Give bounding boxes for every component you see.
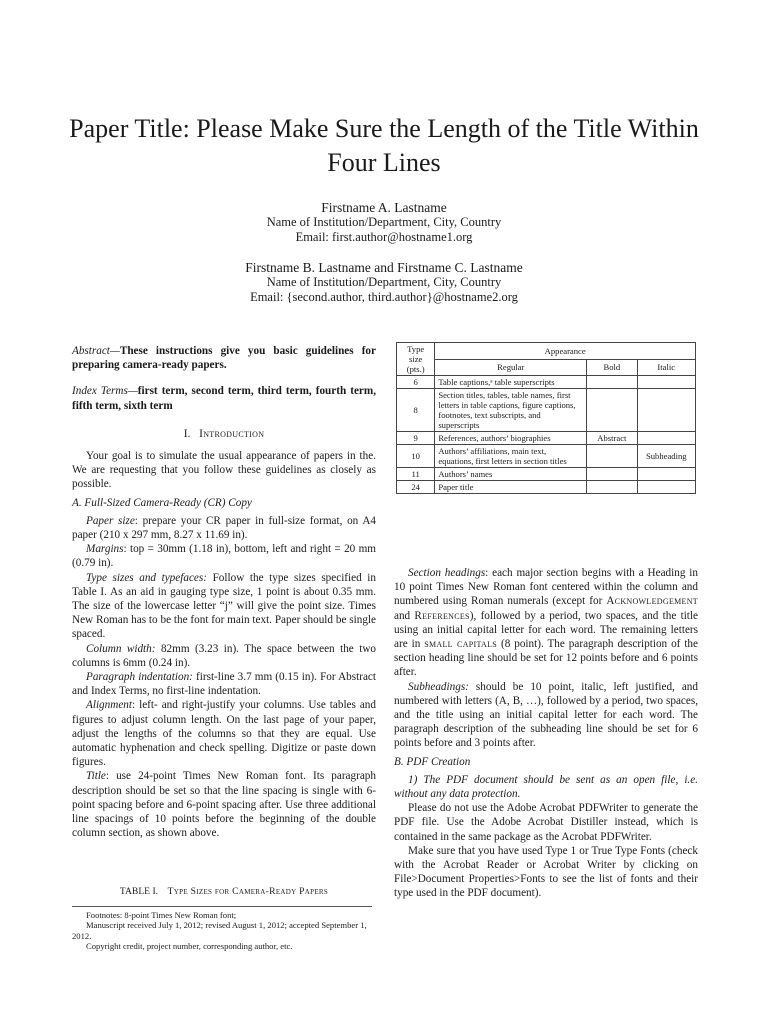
left-column (72, 344, 376, 841)
right-column (394, 566, 698, 901)
table-caption-number: TABLE I. (119, 886, 159, 897)
cell-bold (587, 389, 637, 432)
abstract (72, 344, 376, 372)
cell-italic (637, 432, 695, 445)
author-block-2 (100, 260, 668, 305)
abstract-label: Abstract— (72, 345, 120, 357)
header-regular: Regular (435, 359, 587, 376)
paragraph-indentation-paragraph (72, 670, 376, 698)
cell-bold (587, 376, 637, 389)
cell-regular: References, authors’ biographies (435, 432, 587, 445)
index-terms (72, 384, 376, 412)
alignment-text: : left- and right-justify your columns. Use tables and figures to adjust column length. On the last page of your paper, adjust the lengths of the columns so that they are equal. Use automatic hyphenation and check spelling. Digitize or paste down figures. (72, 699, 376, 769)
header-type-size: Type size (pts.) (397, 343, 435, 376)
table-header-row (397, 343, 696, 360)
cell-regular: Paper title (435, 481, 587, 494)
cell-italic (637, 481, 695, 494)
text-run: : each major section begins with a Heading in 10 point Times New Roman font centered within the column and numbered using Roman numerals (except for (394, 567, 698, 608)
section-heading-introduction (72, 427, 376, 441)
type-sizes-text: Follow the type sizes specified in Table I. As an aid in gauging type size, 1 point is about 0.35 mm. The size of the lowercase letter “j” will give the point size. Times New Roman has to be the font for main text. Paper should be single spaced. (72, 571, 376, 641)
margins-label: Margins (86, 543, 124, 556)
footnote: Copyright credit, project number, corresponding author, etc. (86, 941, 293, 952)
type-sizes-paragraph (72, 571, 376, 642)
cell-italic: Subheading (637, 445, 695, 468)
text-run: and (394, 609, 415, 622)
cell-bold (587, 481, 637, 494)
cell-size: 9 (397, 432, 435, 445)
footnote: Footnotes: 8-point Times New Roman font; (86, 910, 237, 920)
header-italic: Italic (637, 359, 695, 376)
type-sizes-label: Type sizes and typefaces: (86, 571, 207, 584)
cell-italic (637, 376, 695, 389)
references-term: References (414, 609, 470, 622)
cell-size: 8 (397, 389, 435, 432)
alignment-paragraph (72, 698, 376, 769)
author-block-1 (100, 200, 668, 245)
cell-size: 6 (397, 376, 435, 389)
table-row (397, 445, 696, 468)
cell-size: 24 (397, 481, 435, 494)
author-name: Firstname B. Lastname and Firstname C. Lastname (245, 260, 523, 275)
small-capitals-term: small capitals (424, 638, 498, 651)
title-text: : use 24-point Times New Roman font. Its paragraph description should be set so that the line spacing is single with 6-point spacing before and 6-point spacing after. Use three additional line spacings of 10 points before the beginning of the double column section, as shown above. (72, 770, 376, 840)
header-appearance: Appearance (435, 343, 696, 360)
text-run: ), followed by a period, two spaces, and the title using an initial capital letter for each word. The remaining letters are in (394, 609, 698, 651)
paragraph-indentation-text: first-line 3.7 mm (0.15 in). For Abstract and Index Terms, no first-line indentation. (72, 671, 377, 698)
section-headings-paragraph (394, 566, 698, 680)
paper-size-text: : prepare your CR paper in full-size format, on A4 paper (210 x 297 mm, 8.27 x 11.69 in). (72, 514, 376, 542)
table-row (397, 432, 696, 445)
cell-italic (637, 389, 695, 432)
title-label: Title (86, 770, 106, 783)
paragraph-indentation-label: Paragraph indentation: (86, 671, 193, 684)
cell-size: 10 (397, 445, 435, 468)
cell-bold (587, 445, 637, 468)
pdf-list-item: 1) The PDF document should be sent as an open file, i.e. without any data protection. (394, 773, 698, 801)
cell-italic (637, 468, 695, 481)
margins-text: : top = 30mm (1.18 in), bottom, left and right = 20 mm (0.79 in). (72, 543, 376, 570)
subheading-a: A. Full-Sized Camera-Ready (CR) Copy (72, 496, 252, 509)
cell-regular: Authors’ names (435, 468, 587, 481)
table-caption-title: Type Sizes for Camera-Ready Papers (167, 886, 329, 897)
paper-size-label: Paper size (86, 514, 135, 527)
table-row (397, 468, 696, 481)
pdf-paragraph-2: Make sure that you have used Type 1 or True Type Fonts (check with the Acrobat Reader or Acrobat Writer by clicking on File>Document Properties>Fonts to see the list of fonts and their type used in the PDF document). (394, 844, 698, 900)
column-width-label: Column width: (86, 642, 156, 655)
pdf-paragraph-1: Please do not use the Adobe Acrobat PDFWriter to generate the PDF file. Use the Adobe Acrobat Distiller instead, which is contained in the same package as the Acrobat PDFWriter. (394, 802, 698, 843)
paper-title: Paper Title: Please Make Sure the Length of the Title Within Four Lines (69, 114, 699, 177)
intro-paragraph: Your goal is to simulate the usual appearance of papers in the. We are requesting that you follow these guidelines as closely as possible. (72, 450, 376, 491)
cell-regular: Table captions,ᵃ table superscripts (435, 376, 587, 389)
cell-size: 11 (397, 468, 435, 481)
subheadings-paragraph (394, 680, 698, 751)
cell-bold: Abstract (587, 432, 637, 445)
author-email: Email: first.author@hostname1.org (295, 230, 473, 244)
acknowledgement-term: Acknowledgement (606, 595, 698, 608)
author-name: Firstname A. Lastname (321, 200, 447, 215)
index-terms-label: Index Terms— (72, 385, 138, 398)
subheadings-label: Subheadings: (408, 680, 469, 693)
author-affiliation: Name of Institution/Department, City, Country (266, 275, 502, 289)
cell-bold (587, 468, 637, 481)
text-run: (8 point). The paragraph description of the section heading line should be set for 12 points before and 6 points after. (394, 638, 698, 679)
header-bold: Bold (587, 359, 637, 376)
margins-paragraph (72, 542, 376, 570)
column-width-paragraph (72, 642, 376, 670)
section-number: I. (183, 427, 191, 440)
footnote: Manuscript received July 1, 2012; revised August 1, 2012; accepted September 1, 2012. (72, 920, 367, 941)
section-headings-label: Section headings (408, 567, 486, 579)
table-caption (72, 886, 376, 897)
table-row (397, 389, 696, 432)
alignment-label: Alignment (86, 699, 132, 712)
author-affiliation: Name of Institution/Department, City, Country (266, 215, 502, 229)
title-paragraph (72, 769, 376, 840)
text-run: should be 10 point, italic, left justified, and numbered with letters (A, B, …), followed by a period, two spaces, and the title using an initial capital letter for each word. The paragraph description of the subheading line should be set for 6 points before and 3 points after. (394, 680, 698, 750)
index-terms-text: first term, second term, third term, fourth term, fifth term, sixth term (72, 385, 376, 412)
subheading-b: B. PDF Creation (394, 755, 471, 768)
author-email: Email: {second.author, third.author}@hostname2.org (250, 290, 518, 304)
paper-size-paragraph (72, 514, 376, 542)
table-row (397, 376, 696, 389)
type-sizes-table (396, 342, 696, 494)
table-subheader-row (397, 359, 696, 376)
section-title: Introduction (199, 427, 265, 440)
abstract-text: These instructions give you basic guidelines for preparing camera-ready papers. (72, 345, 376, 372)
column-width-text: 82mm (3.23 in). The space between the two columns is 6mm (0.24 in). (72, 642, 376, 669)
table-row (397, 481, 696, 494)
cell-regular: Authors’ affiliations, main text, equations, first letters in section titles (435, 445, 587, 468)
footnotes (72, 906, 372, 952)
cell-regular: Section titles, tables, table names, first letters in table captions, figure captions, footnotes, text subscripts, and superscripts (435, 389, 587, 432)
